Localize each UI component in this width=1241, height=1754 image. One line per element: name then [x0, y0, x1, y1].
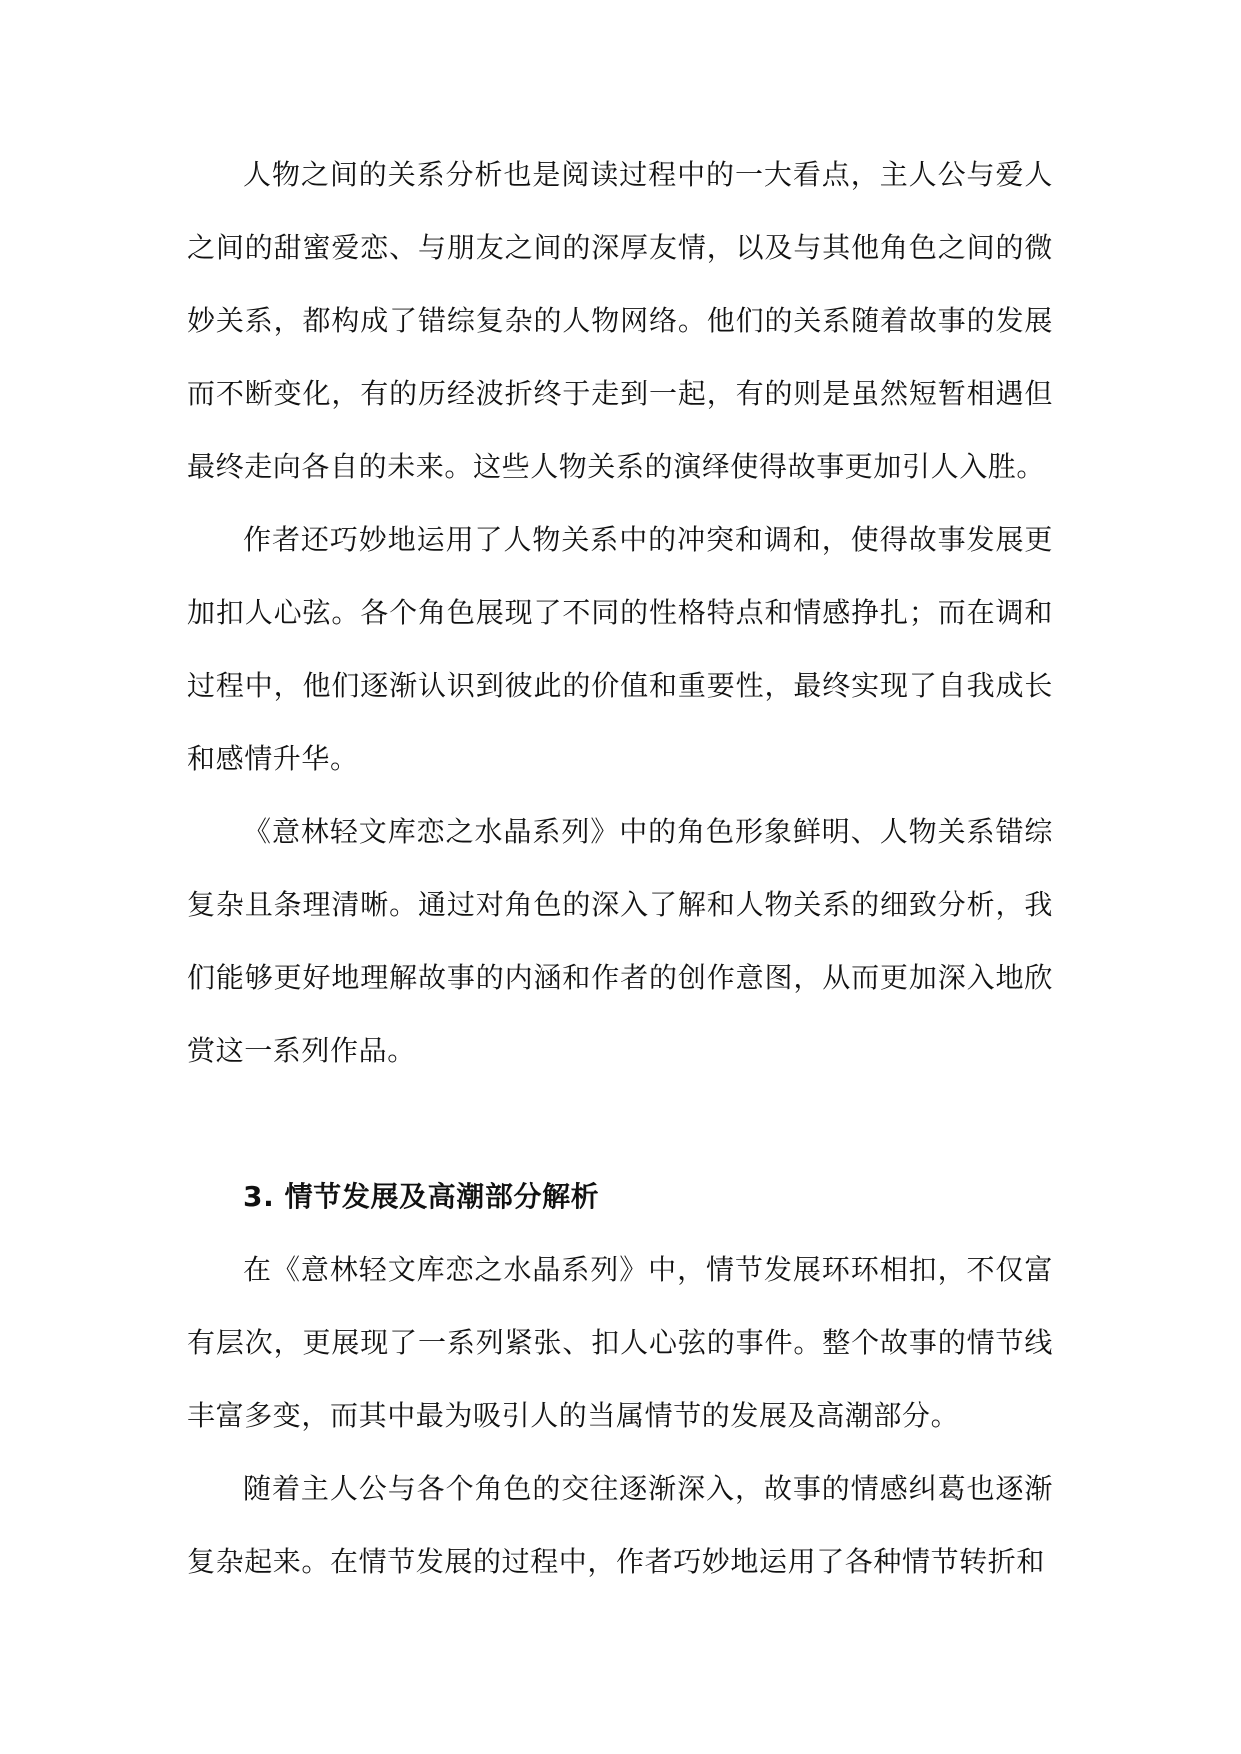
- paragraph-plot-development: 在《意林轻文库恋之水晶系列》中，情节发展环环相扣，不仅富有层次，更展现了一系列紧张、扣人心弦的事件。整个故事的情节线丰富多变，而其中最为吸引人的当属情节的发展及高潮部分。: [187, 1253, 1053, 1432]
- paragraph-series-summary: 《意林轻文库恋之水晶系列》中的角色形象鲜明、人物关系错综复杂且条理清晰。通过对角色的深入了解和人物关系的细致分析，我们能够更好地理解故事的内涵和作者的创作意图，从而更加深入地欣赏这一系列作品。: [187, 815, 1053, 1067]
- paragraph-emotional-entanglement: 随着主人公与各个角色的交往逐渐深入，故事的情感纠葛也逐渐复杂起来。在情节发展的过程中，作者巧妙地运用了各种情节转折和: [187, 1472, 1053, 1578]
- section-spacer: [187, 1087, 1053, 1160]
- paragraph-conflict-harmony: 作者还巧妙地运用了人物关系中的冲突和调和，使得故事发展更加扣人心弦。各个角色展现了不同的性格特点和情感挣扎；而在调和过程中，他们逐渐认识到彼此的价值和重要性，最终实现了自我成长和感情升华。: [187, 523, 1053, 775]
- paragraph-relationship-analysis: 人物之间的关系分析也是阅读过程中的一大看点，主人公与爱人之间的甜蜜爱恋、与朋友之间的深厚友情，以及与其他角色之间的微妙关系，都构成了错综复杂的人物网络。他们的关系随着故事的发展而不断变化，有的历经波折终于走到一起，有的则是虽然短暂相遇但最终走向各自的未来。这些人物关系的演绎使得故事更加引人入胜。: [187, 158, 1053, 483]
- section-heading: 3. 情节发展及高潮部分解析: [243, 1180, 600, 1213]
- document-page: [187, 138, 1053, 1598]
